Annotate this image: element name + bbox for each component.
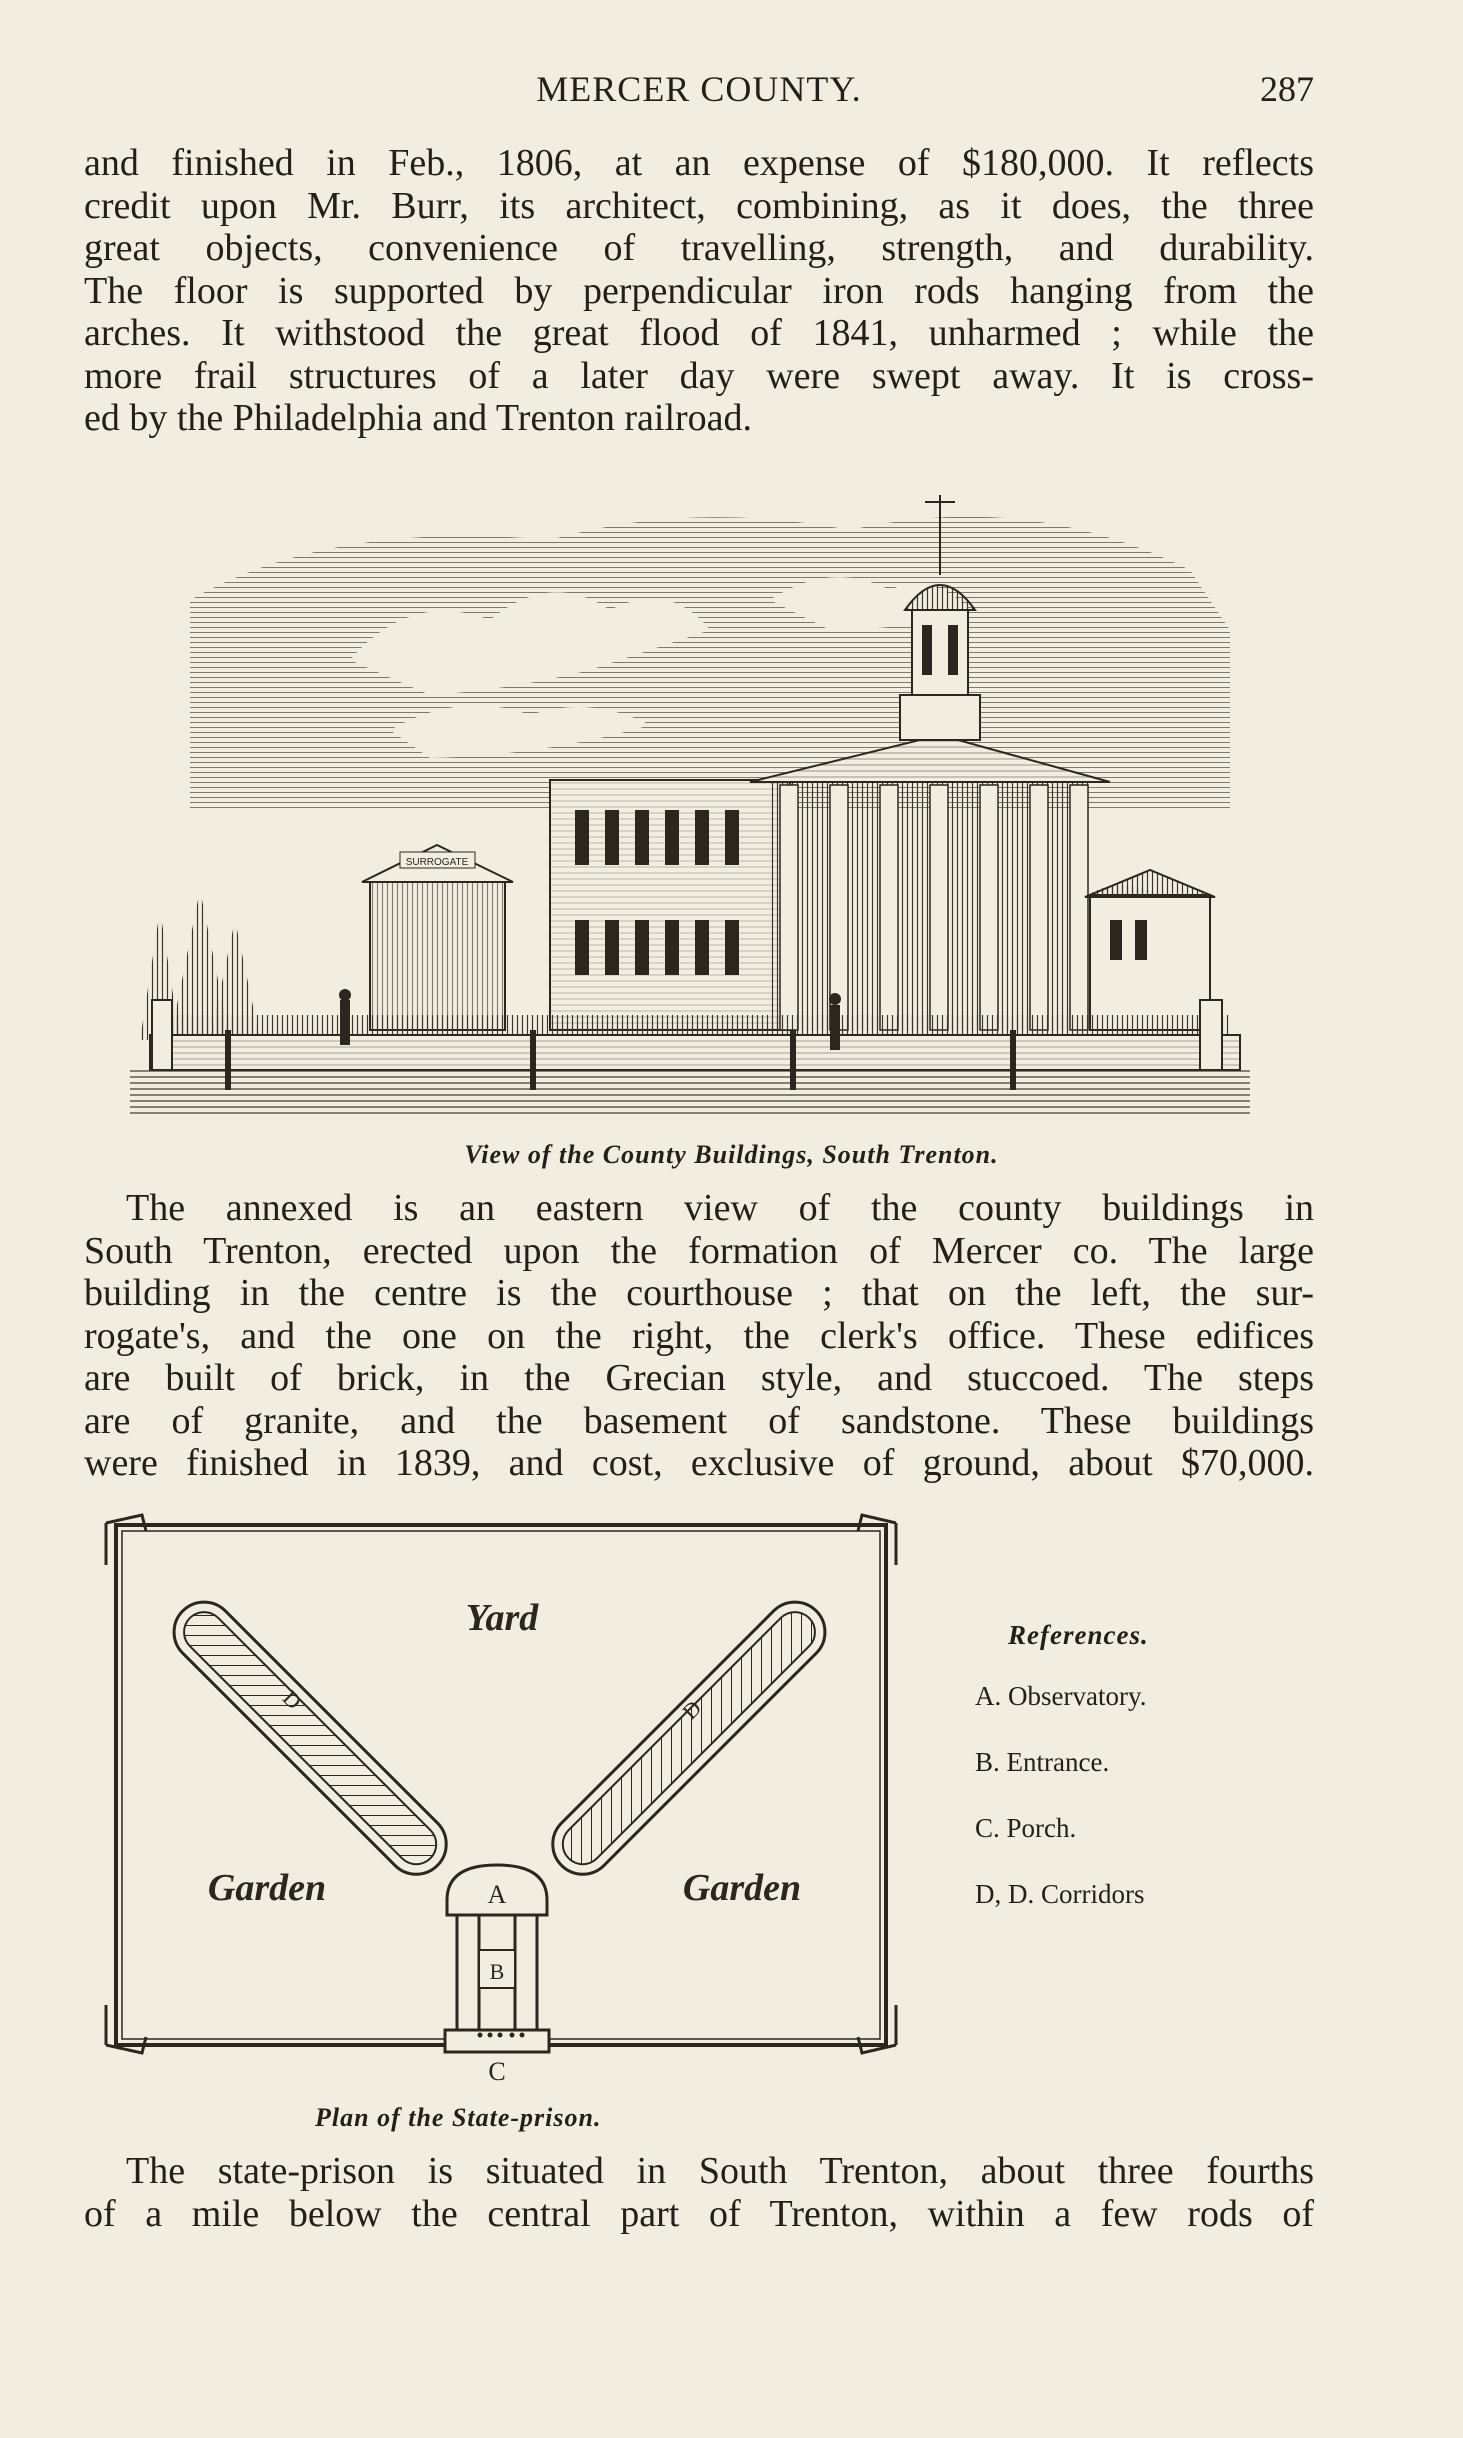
text-line: of a mile below the central part of Trenton, within a few rods of xyxy=(84,2192,1314,2235)
clerk-office xyxy=(1085,870,1215,1030)
text-line: rogate's, and the one on the right, the clerk's office. These edifices xyxy=(84,1314,1314,1357)
label-a: A xyxy=(487,1880,507,1909)
text-line: The state-prison is situated in South Trenton, about three fourths xyxy=(126,2150,1314,2192)
figure-caption-state-prison: Plan of the State-prison. xyxy=(315,2103,602,2132)
page-number: 287 xyxy=(1260,69,1314,109)
text-line: arches. It withstood the great flood of 1841, unharmed ; while the xyxy=(84,312,1314,354)
label-c: C xyxy=(488,2057,506,2086)
paragraph-bridge xyxy=(84,142,1314,440)
paragraph-county-buildings xyxy=(84,1187,1314,1485)
figure-caption-county-buildings: View of the County Buildings, South Trenton. xyxy=(464,1140,999,1169)
paragraph-state-prison xyxy=(84,2150,1314,2235)
references-legend xyxy=(975,1620,1305,1945)
text-line: ed by the Philadelphia and Trenton railroad. xyxy=(84,397,753,439)
state-prison-plan xyxy=(102,1505,902,2095)
text-line: The annexed is an eastern view of the county buildings in xyxy=(126,1187,1314,1229)
text-line: are built of brick, in the Grecian style, and stuccoed. The steps xyxy=(84,1357,1314,1399)
reference-item: B. Entrance. xyxy=(975,1747,1110,1777)
corridor-right xyxy=(540,1590,837,1887)
text-line: South Trenton, erected upon the formation of Mercer co. The large xyxy=(84,1229,1314,1272)
label-d-left: D xyxy=(277,1685,307,1715)
label-garden-right: Garden xyxy=(682,1867,802,1909)
text-line: more frail structures of a later day were swept away. It is cross- xyxy=(84,354,1314,397)
running-title: MERCER COUNTY. xyxy=(536,69,862,109)
text-line: The floor is supported by perpendicular iron rods hanging from the xyxy=(84,269,1314,312)
text-line: are of granite, and the basement of sandstone. These buildings xyxy=(84,1399,1314,1442)
text-line: were finished in 1839, and cost, exclusive of ground, about $70,000. xyxy=(84,1442,1314,1484)
reference-item: D, D. Corridors xyxy=(975,1879,1145,1909)
running-head xyxy=(84,62,1314,112)
reference-item: A. Observatory. xyxy=(975,1681,1147,1711)
label-yard: Yard xyxy=(465,1597,539,1639)
text-line: great objects, convenience of travelling, strength, and durability. xyxy=(84,227,1314,269)
label-b: B xyxy=(489,1959,505,1984)
label-garden-left: Garden xyxy=(207,1867,327,1909)
text-line: building in the centre is the courthouse ; that on the left, the sur- xyxy=(84,1272,1314,1314)
label-d-right: D xyxy=(677,1695,707,1725)
surrogate-office xyxy=(362,845,513,1030)
reference-item: C. Porch. xyxy=(975,1813,1077,1843)
corridor-left xyxy=(162,1590,459,1887)
county-buildings-engraving xyxy=(130,480,1250,1120)
fence xyxy=(130,1000,1250,1115)
text-line: and finished in Feb., 1806, at an expense of $180,000. It reflects xyxy=(84,142,1314,184)
text-line: credit upon Mr. Burr, its architect, combining, as it does, the three xyxy=(84,184,1314,227)
references-title: References. xyxy=(1008,1620,1149,1650)
sky xyxy=(190,517,1230,810)
surrogate-sign: SURROGATE xyxy=(405,857,469,868)
